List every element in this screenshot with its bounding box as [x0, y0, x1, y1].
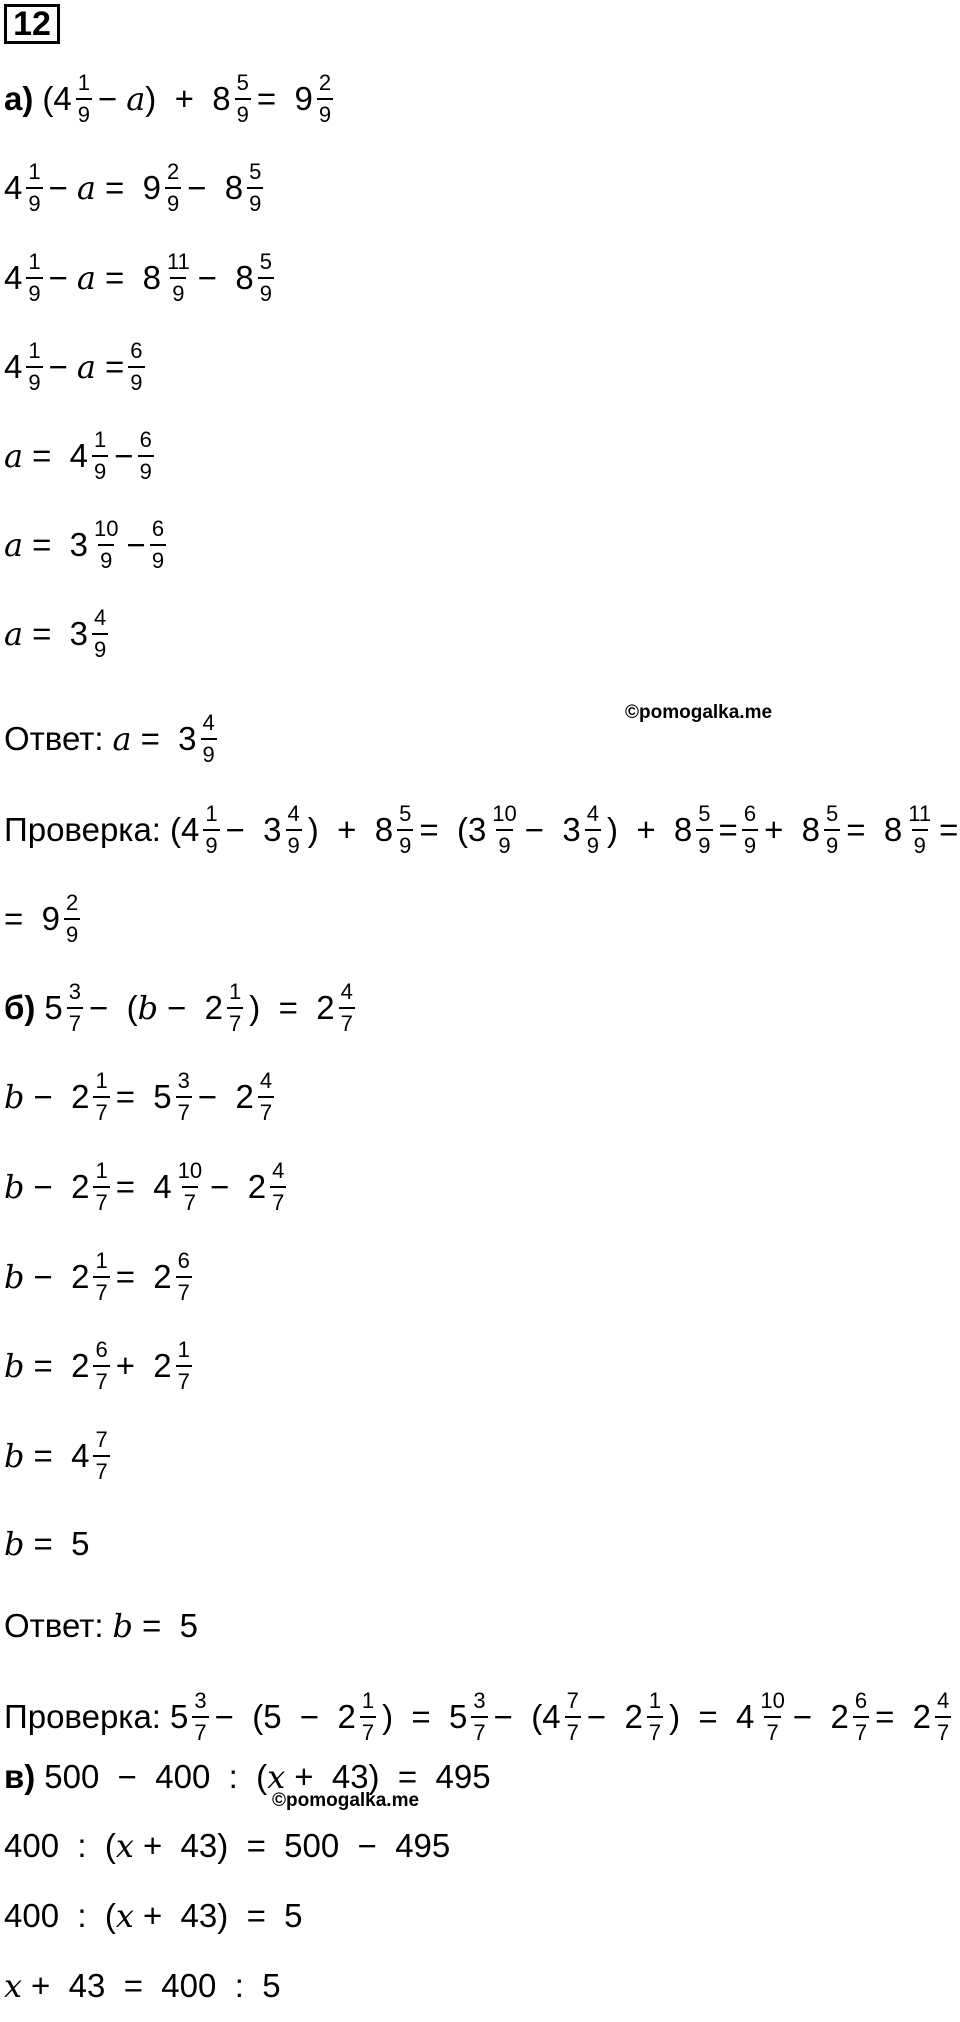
numerator: 6: [151, 516, 165, 541]
denominator: 7: [176, 1096, 192, 1124]
term: = 4: [115, 1168, 172, 1205]
fraction: [92, 429, 108, 483]
fraction: [93, 1339, 109, 1393]
denominator: 9: [235, 98, 251, 126]
fraction: [93, 1429, 109, 1483]
numerator: 1: [28, 159, 41, 184]
numerator: 1: [648, 1688, 662, 1713]
term: − 2: [792, 1698, 849, 1735]
numerator: 7: [95, 1427, 108, 1452]
a-equation: [4, 63, 339, 135]
term: + 2: [115, 1347, 172, 1384]
fraction: [176, 1250, 192, 1304]
denominator: 9: [912, 829, 928, 857]
fraction: [138, 429, 154, 483]
denominator: 7: [764, 1716, 780, 1744]
variable: b: [137, 989, 159, 1027]
fraction: [93, 1250, 109, 1304]
answer-label: Ответ:: [4, 720, 104, 757]
denominator: 9: [64, 918, 80, 946]
denominator: 9: [824, 829, 840, 857]
variable: b: [4, 1258, 25, 1296]
numerator: 4: [586, 801, 599, 826]
fraction: [247, 161, 263, 215]
numerator: 5: [259, 249, 272, 274]
fraction: [67, 981, 83, 1035]
fraction: [286, 803, 302, 857]
term: + 43) = 495: [294, 1758, 491, 1795]
term: − (4: [493, 1698, 561, 1735]
term: − 2: [197, 1078, 254, 1115]
variable: x: [267, 1758, 286, 1796]
term: + 8: [764, 811, 821, 848]
fraction: [92, 607, 108, 661]
fraction: [64, 892, 80, 946]
numerator: 4: [94, 605, 107, 630]
term: − 2: [33, 1258, 90, 1295]
term: 400 : (: [4, 1827, 116, 1864]
b-step-4: [4, 1330, 198, 1402]
operator: −: [97, 80, 118, 117]
denominator: 9: [170, 277, 186, 305]
term: = 5: [33, 1525, 90, 1562]
b-step-2: [4, 1151, 292, 1223]
term: −: [48, 348, 68, 385]
term: − 2: [33, 1078, 90, 1115]
numerator: 1: [95, 1068, 108, 1093]
denominator: 9: [696, 829, 712, 857]
term: = 4: [33, 1437, 90, 1474]
denominator: 7: [935, 1716, 951, 1744]
term: − 3: [225, 811, 282, 848]
numerator: 10: [94, 516, 119, 541]
denominator: 9: [742, 829, 758, 857]
term: −: [48, 169, 68, 206]
denominator: 7: [93, 1455, 109, 1483]
term: + 43) = 500 − 495: [142, 1827, 451, 1864]
fraction: [165, 251, 192, 305]
term: + 43) = 5: [142, 1897, 303, 1934]
fraction: [192, 1690, 208, 1744]
term: = (3: [419, 811, 487, 848]
fraction: [235, 72, 251, 126]
variable: x: [115, 1827, 134, 1865]
denominator: 7: [339, 1007, 355, 1035]
denominator: 7: [192, 1716, 208, 1744]
numerator: 2: [318, 70, 332, 95]
term: = 3: [140, 720, 197, 757]
task-number: 12: [4, 4, 60, 44]
answer-label: Ответ:: [4, 1607, 104, 1644]
fraction: [258, 1070, 274, 1124]
numerator: 6: [95, 1337, 108, 1362]
term: =: [718, 811, 738, 848]
fraction: [397, 803, 413, 857]
term: ) + 8: [607, 811, 693, 848]
term: ) = 5: [382, 1698, 468, 1735]
numerator: 10: [177, 1158, 203, 1183]
v-step-2: [4, 1880, 303, 1952]
fraction: [93, 1070, 109, 1124]
numerator: 1: [94, 427, 107, 452]
numerator: 11: [908, 801, 932, 826]
check-label: Проверка:: [4, 1698, 161, 1735]
numerator: 4: [340, 979, 353, 1004]
b-step-3: [4, 1241, 198, 1313]
variable: x: [115, 1897, 134, 1935]
b-step-6: [4, 1508, 89, 1580]
variable: a: [76, 169, 96, 207]
fraction: [360, 1690, 376, 1744]
fraction: [339, 981, 355, 1035]
fraction: [824, 803, 840, 857]
denominator: 7: [93, 1365, 109, 1393]
denominator: 7: [93, 1186, 109, 1214]
variable: a: [4, 615, 24, 653]
b-answer: [4, 1590, 198, 1662]
term: −: [48, 259, 68, 296]
denominator: 9: [203, 829, 219, 857]
numerator: 6: [139, 427, 152, 452]
term: ) + 8: [307, 811, 394, 848]
denominator: 7: [93, 1276, 109, 1304]
term: 4: [4, 348, 23, 385]
variable: b: [112, 1607, 133, 1645]
term: = 3: [32, 526, 89, 563]
term: − (: [88, 989, 138, 1026]
a-step-1: [4, 152, 269, 224]
denominator: 9: [317, 98, 333, 126]
term: 4: [4, 259, 23, 296]
fraction: [227, 981, 243, 1035]
numerator: 11: [166, 249, 190, 274]
numerator: 1: [28, 249, 41, 274]
numerator: 3: [473, 1688, 486, 1713]
fraction: [176, 1339, 192, 1393]
fraction: [317, 72, 333, 126]
watermark: ©pomogalka.me: [272, 1790, 420, 1811]
numerator: 3: [68, 979, 81, 1004]
denominator: 9: [92, 455, 108, 483]
term: = 2: [115, 1258, 172, 1295]
denominator: 7: [176, 1276, 192, 1304]
term: 5: [44, 989, 63, 1026]
term: 4: [4, 169, 23, 206]
fraction: [906, 803, 933, 857]
numerator: 6: [743, 801, 757, 826]
fraction: [853, 1690, 869, 1744]
denominator: 9: [128, 366, 144, 394]
fraction: [742, 803, 758, 857]
denominator: 9: [286, 829, 302, 857]
numerator: 2: [65, 890, 79, 915]
denominator: 9: [258, 277, 274, 305]
denominator: 9: [165, 187, 181, 215]
numerator: 1: [361, 1688, 375, 1713]
numerator: 2: [166, 159, 180, 184]
denominator: 9: [26, 366, 42, 394]
term: + 43 = 400 : 5: [31, 1967, 281, 2004]
part-label-v: в): [4, 1758, 36, 1795]
part-label-b: б): [4, 989, 36, 1026]
fraction: [201, 712, 217, 766]
v-step-3: [4, 1950, 281, 2022]
fraction: [696, 803, 712, 857]
b-equation: [4, 972, 361, 1044]
numerator: 3: [177, 1068, 190, 1093]
denominator: 7: [471, 1716, 487, 1744]
denominator: 7: [853, 1716, 869, 1744]
numerator: 7: [566, 1688, 579, 1713]
denominator: 9: [397, 829, 413, 857]
term: − 3: [524, 811, 581, 848]
a-check-continued: [4, 883, 86, 955]
variable: a: [4, 526, 24, 564]
denominator: 7: [258, 1096, 274, 1124]
variable: a: [126, 80, 146, 118]
denominator: 7: [270, 1186, 286, 1214]
a-step-5: [4, 509, 172, 581]
denominator: 9: [585, 829, 601, 857]
numerator: 5: [236, 70, 249, 95]
numerator: 1: [28, 338, 41, 363]
fraction: [128, 340, 144, 394]
numerator: 1: [95, 1158, 108, 1183]
term: − 8: [197, 259, 254, 296]
term: − 2: [210, 1168, 267, 1205]
numerator: 5: [826, 801, 839, 826]
term: = 8: [104, 259, 161, 296]
numerator: 1: [205, 801, 218, 826]
term: − (5 − 2: [214, 1698, 356, 1735]
numerator: 10: [492, 801, 517, 826]
fraction: [26, 340, 42, 394]
term: = 9: [256, 80, 313, 117]
fraction: [935, 1690, 951, 1744]
numerator: 6: [854, 1688, 868, 1713]
denominator: 7: [227, 1007, 243, 1035]
term: = 2: [875, 1698, 932, 1735]
term: =: [104, 348, 125, 385]
fraction: [26, 251, 42, 305]
a-step-6: [4, 598, 114, 670]
fraction: [93, 1160, 109, 1214]
check-label: Проверка:: [4, 811, 161, 848]
numerator: 5: [698, 801, 711, 826]
fraction: [150, 518, 166, 572]
denominator: 9: [26, 277, 42, 305]
denominator: 7: [67, 1007, 83, 1035]
a-step-2: [4, 242, 280, 314]
denominator: 7: [93, 1096, 109, 1124]
variable: b: [4, 1347, 25, 1385]
denominator: 9: [247, 187, 263, 215]
b-step-5: [4, 1420, 116, 1492]
v-step-1: [4, 1810, 450, 1882]
fraction: [165, 161, 181, 215]
denominator: 7: [647, 1716, 663, 1744]
denominator: 7: [565, 1716, 581, 1744]
watermark: ©pomogalka.me: [625, 702, 773, 723]
numerator: 1: [95, 1248, 108, 1273]
numerator: 4: [272, 1158, 285, 1183]
a-step-4: [4, 420, 160, 492]
fraction: [176, 1160, 204, 1214]
variable: x: [4, 1967, 23, 2005]
term: = 3: [32, 615, 89, 652]
term: = 5: [115, 1078, 172, 1115]
denominator: 9: [92, 633, 108, 661]
term: ) = 2: [249, 989, 335, 1026]
denominator: 9: [76, 98, 92, 126]
denominator: 7: [182, 1186, 198, 1214]
term: − 8: [187, 169, 244, 206]
fraction: [585, 803, 601, 857]
term: = 9: [4, 900, 60, 937]
numerator: 4: [287, 801, 300, 826]
variable: b: [4, 1437, 25, 1475]
part-label-a: а): [4, 80, 34, 117]
fraction: [26, 161, 42, 215]
numerator: 1: [177, 1337, 190, 1362]
variable: a: [76, 348, 96, 386]
variable: b: [4, 1525, 25, 1563]
b-step-1: [4, 1061, 280, 1133]
term: = 8: [846, 811, 903, 848]
numerator: 4: [202, 710, 215, 735]
term: 400 : (: [4, 1897, 116, 1934]
term: 5: [169, 1698, 189, 1735]
term: = 4: [32, 437, 89, 474]
fraction: [258, 251, 274, 305]
fraction: [92, 518, 120, 572]
numerator: 4: [259, 1068, 273, 1093]
term: =: [939, 811, 959, 848]
denominator: 9: [138, 455, 154, 483]
numerator: 5: [249, 159, 262, 184]
fraction: [76, 72, 92, 126]
denominator: 9: [150, 544, 166, 572]
numerator: 1: [77, 70, 90, 95]
term: = 5: [141, 1607, 198, 1644]
variable: a: [76, 259, 96, 297]
term: −: [114, 437, 134, 474]
term: = 2: [33, 1347, 90, 1384]
numerator: 6: [177, 1248, 190, 1273]
term: ) + 8: [145, 80, 231, 117]
denominator: 9: [26, 187, 42, 215]
numerator: 4: [937, 1688, 950, 1713]
variable: b: [4, 1168, 25, 1206]
variable: b: [4, 1078, 25, 1116]
fraction: [490, 803, 518, 857]
denominator: 9: [496, 829, 512, 857]
term: − 2: [167, 989, 224, 1026]
a-step-3: [4, 331, 151, 403]
a-answer: [4, 703, 223, 775]
denominator: 9: [201, 738, 217, 766]
term: − 2: [586, 1698, 643, 1735]
numerator: 10: [760, 1688, 785, 1713]
term: 500 − 400 : (: [44, 1758, 268, 1795]
variable: a: [4, 437, 24, 475]
term: (4: [169, 811, 200, 848]
term: = 9: [104, 169, 161, 206]
fraction: [176, 1070, 192, 1124]
numerator: 3: [194, 1688, 207, 1713]
numerator: 1: [229, 979, 242, 1004]
a-check: [4, 794, 958, 866]
fraction: [471, 1690, 487, 1744]
denominator: 7: [360, 1716, 376, 1744]
fraction: [647, 1690, 663, 1744]
fraction: [758, 1690, 786, 1744]
term: − 2: [33, 1168, 90, 1205]
fraction: [270, 1160, 286, 1214]
variable: a: [112, 720, 132, 758]
term: (4: [42, 80, 72, 117]
fraction: [203, 803, 219, 857]
fraction: [565, 1690, 581, 1744]
denominator: 7: [176, 1365, 192, 1393]
term: ) = 4: [669, 1698, 755, 1735]
numerator: 5: [399, 801, 412, 826]
denominator: 9: [98, 544, 114, 572]
term: −: [126, 526, 146, 563]
numerator: 6: [130, 338, 143, 363]
